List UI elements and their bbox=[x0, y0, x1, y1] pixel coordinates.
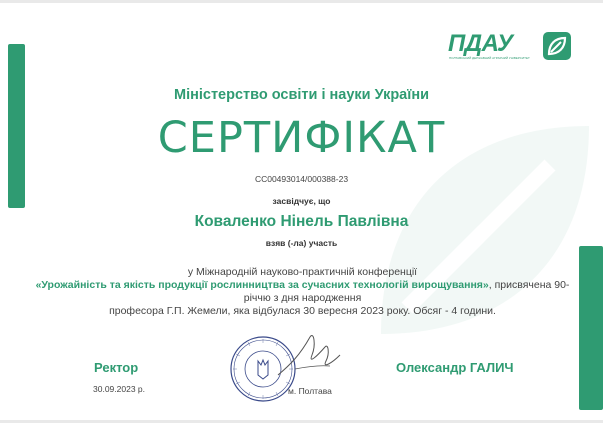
logo-subtitle: ПОЛТАВСЬКИЙ ДЕРЖАВНИЙ АГРАРНИЙ УНІВЕРСИТЕТ bbox=[449, 56, 530, 60]
issue-date: 30.09.2023 р. bbox=[93, 384, 145, 394]
body-after-title: , присвячена 90-річчю з дня народження bbox=[243, 279, 570, 304]
leaf-icon bbox=[543, 32, 571, 60]
certificate-title: СЕРТИФІКАТ bbox=[157, 113, 446, 163]
recipient-name: Коваленко Нінель Павлівна bbox=[194, 213, 409, 230]
participated-text: взяв (-ла) участь bbox=[265, 238, 338, 248]
certificate-number: СС00493014/000388-23 bbox=[254, 174, 349, 184]
certificate-body bbox=[30, 266, 575, 318]
signer-name: Олександр ГАЛИЧ bbox=[396, 360, 514, 375]
conference-title: «Урожайність та якість продукції рослинництва за сучасних технологій вирощування» bbox=[35, 279, 489, 291]
body-line-1: у Міжнародній науково-практичній конференції bbox=[187, 266, 418, 278]
body-line-3: професора Г.П. Жемели, яка відбулася 30 вересня 2023 року. Обсяг - 4 години. bbox=[109, 305, 496, 317]
rector-label: Ректор bbox=[94, 360, 139, 375]
ministry-heading: Міністерство освіти і науки України bbox=[173, 87, 429, 103]
issue-city: м. Полтава bbox=[288, 386, 332, 396]
top-border bbox=[0, 0, 603, 3]
signature-icon bbox=[270, 325, 360, 385]
logo-text: ПДАУ bbox=[448, 30, 513, 57]
certifies-text: засвідчує, що bbox=[272, 196, 331, 206]
university-logo bbox=[448, 30, 578, 66]
